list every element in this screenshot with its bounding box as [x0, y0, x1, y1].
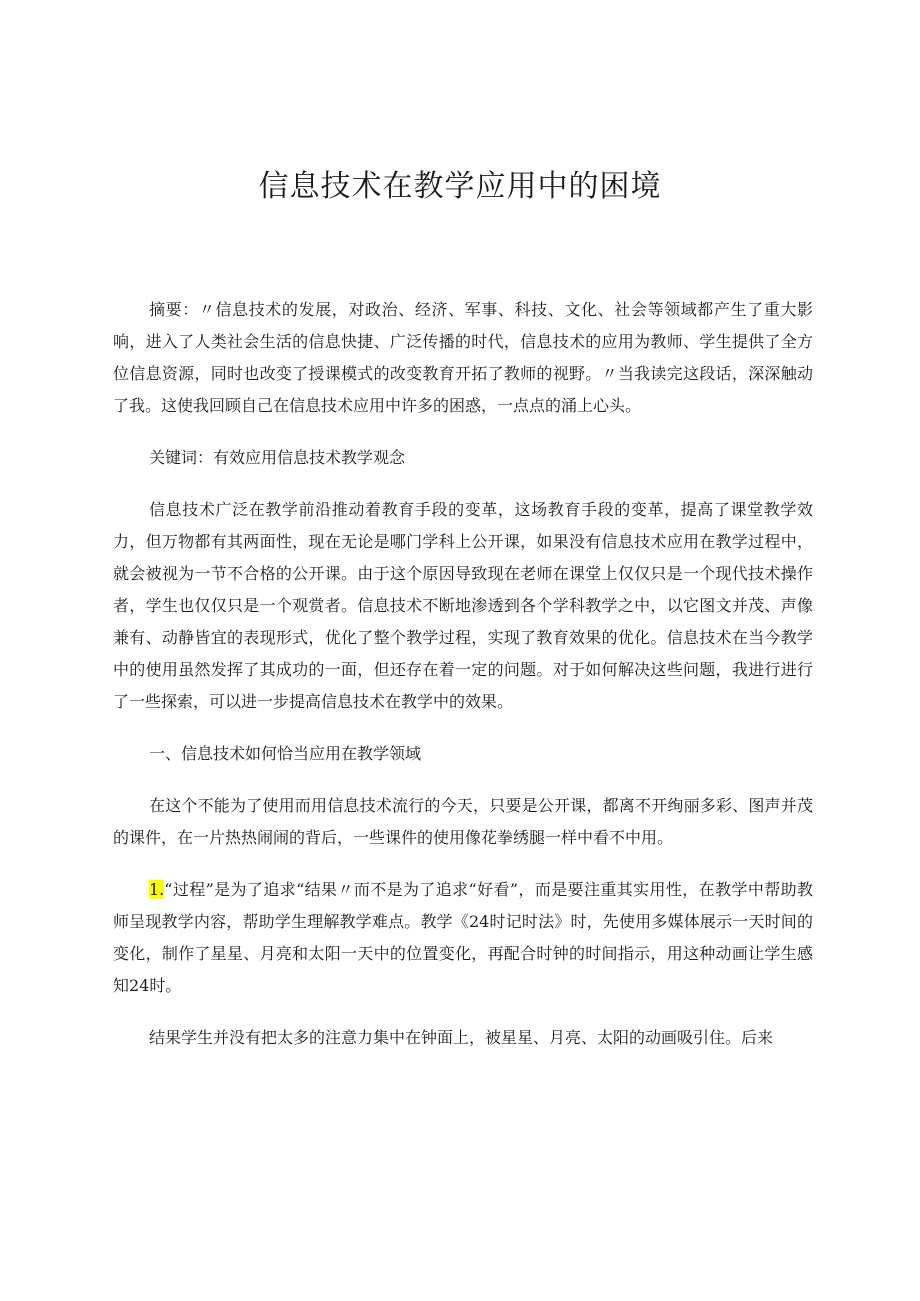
list-item-number-highlight: 1.	[149, 880, 165, 899]
section1-paragraph: 在这个不能为了使用而用信息技术流行的今天，只要是公开课，都离不开绚丽多彩、图声并茂的课件，在一片热热闹闹的背后，一些课件的使用像花拳绣腿一样中看不中用。	[113, 796, 813, 847]
list-item-1-text: “过程”是为了追求“结果〃而不是为了追求“好看”，而是要注重其实用性，在教学中帮助教师呈现教学内容，帮助学生理解教学难点。教学《24时记时法》时，先使用多媒体展示一天时间的变化，制作了星星、月亮和太阳一天中的位置变化，再配合时钟的时间指示，用这种动画让学生感知24时。	[113, 880, 813, 995]
result-paragraph: 结果学生并没有把太多的注意力集中在钟面上，被星星、月亮、太阳的动画吸引住。后来	[149, 1028, 774, 1047]
keywords-paragraph: 关键词：有效应用信息技术教学观念	[149, 448, 406, 467]
section1-heading: 一、信息技术如何恰当应用在教学领域	[149, 744, 422, 763]
intro-paragraph: 信息技术广泛在教学前沿推动着教育手段的变革，这场教育手段的变革，提高了课堂教学效力，但万物都有其两面性，现在无论是哪门学科上公开课，如果没有信息技术应用在教学过程中，就会被视为一节不合格的公开课。由于这个原因导致现在老师在课堂上仅仅只是一个现代技术操作者，学生也仅仅只是一个观赏者。信息技术不断地渗透到各个学科教学之中，以它图文并茂、声像兼有、动静皆宜的表现形式，优化了整个教学过程，实现了教育效果的优化。信息技术在当今教学中的使用虽然发挥了其成功的一面，但还存在着一定的问题。对于如何解决这些问题，我进行进行了一些探索，可以进一步提高信息技术在教学中的效果。	[113, 500, 813, 711]
document-title: 信息技术在教学应用中的困境	[258, 169, 662, 204]
list-item-1	[113, 874, 813, 1002]
document-body	[113, 294, 813, 1054]
abstract-paragraph: 摘要：〃信息技术的发展，对政治、经济、军事、科技、文化、社会等领域都产生了重大影响，进入了人类社会生活的信息快捷、广泛传播的时代，信息技术的应用为教师、学生提供了全方位信息资源，同时也改变了授课模式的改变教育开拓了教师的视野。〃当我读完这段话，深深触动了我。这使我回顾自己在信息技术应用中许多的困惑，一点点的涌上心头。	[113, 300, 813, 415]
